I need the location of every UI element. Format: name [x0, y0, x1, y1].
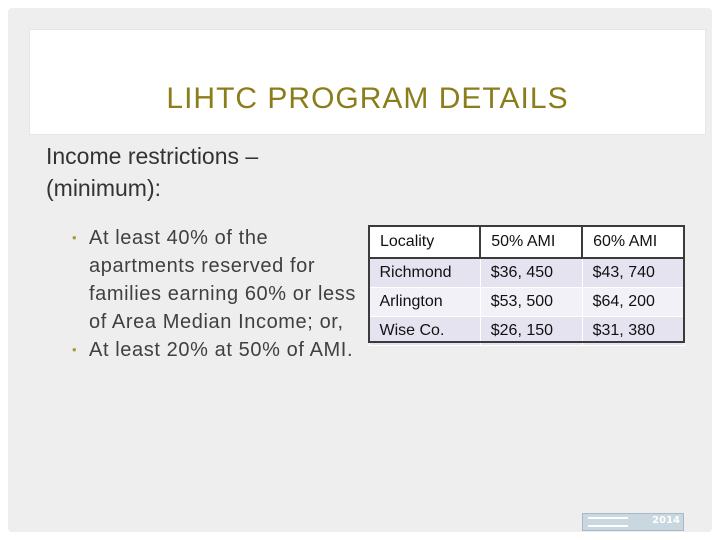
bullet-item — [46, 224, 356, 336]
bullet-text: At least 20% at 50% of AMI. — [89, 339, 354, 361]
bullet-dot-icon: • — [72, 342, 78, 357]
cell-locality: Arlington — [369, 288, 480, 317]
table-header-row — [369, 226, 684, 258]
intro-text: Income restrictions – (minimum): — [46, 143, 259, 201]
cell-50-ami: $36, 450 — [480, 258, 582, 288]
cell-50-ami: $26, 150 — [480, 317, 582, 346]
bullet-text: At least 40% of the apartments reserved for families earning 60% or less of Area Median Income; or, — [89, 227, 356, 333]
header-50-ami: 50% AMI — [480, 226, 582, 258]
logo-year: 2014 — [652, 515, 680, 526]
table-row — [369, 258, 684, 288]
cell-60-ami: $43, 740 — [582, 258, 684, 288]
bullet-list — [46, 224, 356, 364]
cell-locality: Wise Co. — [369, 317, 480, 346]
header-60-ami: 60% AMI — [582, 226, 684, 258]
bullet-dot-icon: • — [72, 230, 78, 245]
logo-text-lines — [588, 517, 628, 527]
table-row — [369, 317, 684, 346]
title-box — [30, 30, 705, 134]
header-locality: Locality — [369, 226, 480, 258]
body-text — [46, 140, 356, 364]
slide-title: LIHTC PROGRAM DETAILS — [166, 82, 569, 115]
cell-60-ami: $64, 200 — [582, 288, 684, 317]
bullet-item — [46, 336, 356, 364]
conference-logo — [582, 513, 684, 531]
cell-50-ami: $53, 500 — [480, 288, 582, 317]
cell-60-ami: $31, 380 — [582, 317, 684, 346]
table-row — [369, 288, 684, 317]
cell-locality: Richmond — [369, 258, 480, 288]
ami-table — [368, 225, 685, 346]
